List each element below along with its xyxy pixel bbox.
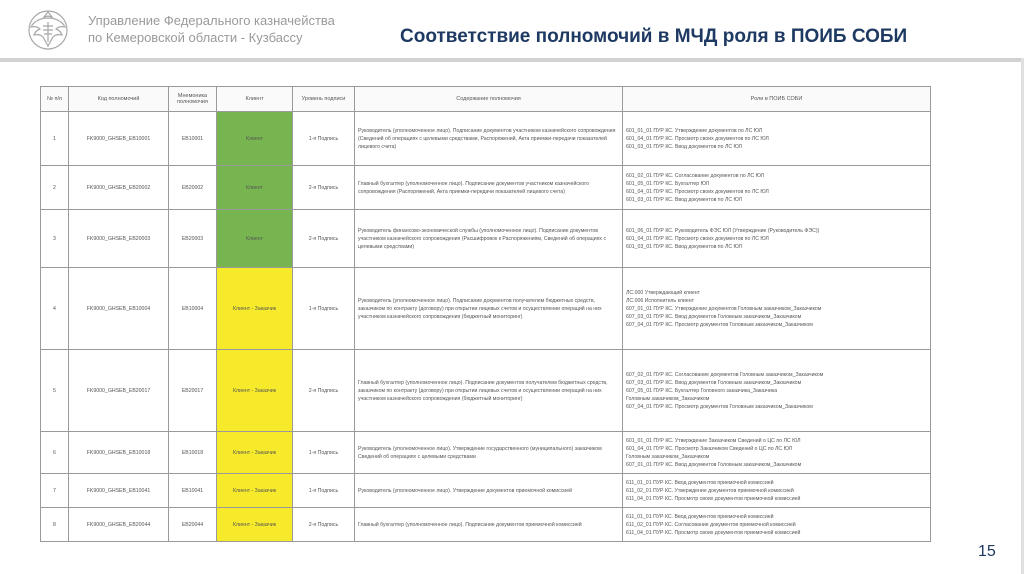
- power-content-cell: Руководитель (уполномоченное лицо). Подписание документов получателем бюджетных средств, заказчиком по контракту (договору) при открытии лицевых счетов и осуществлении операций на них участником казначейского сопровождения (бюджетный мониторинг): [355, 268, 623, 350]
- roles-cell: [623, 432, 931, 474]
- role-item: 607_03_01 ПУР КС. Ввод документов Головным заказчиком_Заказчиком: [626, 313, 802, 320]
- roles-cell: [623, 350, 931, 432]
- role-item: 607_01_01 ПУР КС. Утверждение документов Головным заказчиком_Заказчиком: [626, 305, 822, 312]
- client-cell: Клиент - Заказчик: [217, 474, 293, 508]
- power-code-cell: FK9000_GHSEB_EB10004: [69, 268, 169, 350]
- powers-table: [40, 86, 931, 542]
- mnemonic-cell: EB10018: [169, 432, 217, 474]
- mnemonic-cell: EB10041: [169, 474, 217, 508]
- power-code-cell: FK9000_GHSEB_EB10001: [69, 112, 169, 166]
- role-item: 611_02_01 ПУР КС. Утверждение документов приемочной комиссией: [626, 487, 794, 494]
- signature-level-cell: 1-я Подпись: [293, 432, 355, 474]
- role-item: 601_04_01 ПУР КС. Просмотр своих документов по ЛС ЮЛ: [626, 235, 769, 242]
- table-row: [41, 474, 931, 508]
- role-item: 601_02_01 ПУР КС. Согласование документов по ЛС ЮЛ: [626, 172, 765, 179]
- mnemonic-cell: EB20044: [169, 508, 217, 542]
- mnemonic-cell: EB20003: [169, 210, 217, 268]
- row-number-cell: 4: [41, 268, 69, 350]
- row-number-cell: 1: [41, 112, 69, 166]
- roles-cell: [623, 166, 931, 210]
- role-item: 601_05_01 ПУР КС. Бухгалтер ЮЛ: [626, 180, 710, 187]
- client-cell: Клиент - Заказчик: [217, 508, 293, 542]
- power-content-cell: Руководитель (уполномоченное лицо). Подписание документов участником казначейского сопровождения (Сведений об операциях с целевыми средствами, Распоряжений, Акта приемки-передачи показателей лицевого счета): [355, 112, 623, 166]
- role-item: 607_05_01 ПУР КС. Бухгалтер Головного заказчика_Заказчика: [626, 387, 778, 394]
- mnemonic-cell: EB20002: [169, 166, 217, 210]
- role-item: Головным заказчиком_Заказчиком: [626, 453, 710, 460]
- table-row: [41, 350, 931, 432]
- roles-cell: [623, 268, 931, 350]
- row-number-cell: 5: [41, 350, 69, 432]
- organization-name: [88, 12, 335, 46]
- table-row: [41, 268, 931, 350]
- signature-level-cell: 2-я Подпись: [293, 210, 355, 268]
- power-code-cell: FK9000_GHSEB_EB10018: [69, 432, 169, 474]
- client-cell: Клиент: [217, 112, 293, 166]
- client-cell: Клиент - Заказчик: [217, 268, 293, 350]
- power-content-cell: Главный бухгалтер (уполномоченное лицо). Подписание документов приемочной комиссией: [355, 508, 623, 542]
- role-item: 601_04_01 ПУР КС. Просмотр Заказчиком Сведений о ЦС по ЛС ЮЛ: [626, 445, 793, 452]
- role-item: 601_01_01 ПУР КС. Утверждение Заказчиком Сведений о ЦС по ЛС ЮЛ: [626, 437, 801, 444]
- role-item: ЛС.000 Утверждающий клиент: [626, 289, 700, 296]
- signature-level-cell: 1-я Подпись: [293, 112, 355, 166]
- row-number-cell: 8: [41, 508, 69, 542]
- power-code-cell: FK9000_GHSEB_EB20003: [69, 210, 169, 268]
- power-content-cell: Руководитель финансово-экономической службы (уполномоченное лицо). Подписание документов участником казначейского сопровождения (Расшифровок к Распоряжениям, Сведений об операциях с целевыми средствами): [355, 210, 623, 268]
- column-header: Роли в ПОИБ СОБИ: [623, 87, 931, 112]
- row-number-cell: 6: [41, 432, 69, 474]
- power-content-cell: Руководитель (уполномоченное лицо). Утверждение документов приемочной комиссией: [355, 474, 623, 508]
- signature-level-cell: 1-я Подпись: [293, 474, 355, 508]
- power-code-cell: FK9000_GHSEB_EB20044: [69, 508, 169, 542]
- client-cell: Клиент: [217, 210, 293, 268]
- role-item: 601_03_01 ПУР КС. Ввод документов по ЛС ЮЛ: [626, 143, 742, 150]
- role-item: 601_01_01 ПУР КС. Утверждение документов по ЛС ЮЛ: [626, 127, 763, 134]
- header-divider: [0, 58, 1024, 62]
- powers-table-container: [40, 86, 930, 542]
- signature-level-cell: 2-я Подпись: [293, 166, 355, 210]
- table-row: [41, 432, 931, 474]
- row-number-cell: 7: [41, 474, 69, 508]
- role-item: 601_03_01 ПУР КС. Ввод документов по ЛС ЮЛ: [626, 196, 742, 203]
- table-row: [41, 166, 931, 210]
- org-line-2: по Кемеровской области - Кузбассу: [88, 30, 303, 45]
- power-code-cell: FK9000_GHSEB_EB20017: [69, 350, 169, 432]
- role-item: 611_04_01 ПУР КС. Просмотр своих документов приемочной комиссией: [626, 495, 801, 502]
- role-item: ЛС.006 Исполнитель клиент: [626, 297, 694, 304]
- roles-cell: [623, 112, 931, 166]
- role-item: 601_06_01 ПУР КС. Руководитель ФЭС ЮЛ (Утверждение (Руководитель ФЭС)): [626, 227, 820, 234]
- client-cell: Клиент - Заказчик: [217, 350, 293, 432]
- signature-level-cell: 2-я Подпись: [293, 508, 355, 542]
- mnemonic-cell: EB20017: [169, 350, 217, 432]
- power-content-cell: Главный бухгалтер (уполномоченное лицо). Подписание документов участником казначейского сопровождения (Распоряжений, Акта приемки-передачи показателей лицевого счета): [355, 166, 623, 210]
- role-item: 607_01_01 ПУР КС. Ввод документов Головным заказчиком_Заказчиком: [626, 461, 802, 468]
- client-cell: Клиент: [217, 166, 293, 210]
- roles-cell: [623, 210, 931, 268]
- roles-cell: [623, 508, 931, 542]
- power-content-cell: Руководитель (уполномоченное лицо). Утверждение государственного (муниципального) заказчиком Сведений об операциях с целевыми средствами: [355, 432, 623, 474]
- org-line-1: Управление Федерального казначейства: [88, 13, 335, 28]
- role-item: 611_01_01 ПУР КС. Ввод документов приемочной комиссией: [626, 513, 774, 520]
- column-header: Мнемоника полномочия: [169, 87, 217, 112]
- roles-cell: [623, 474, 931, 508]
- mnemonic-cell: EB10004: [169, 268, 217, 350]
- column-header: Уровень подписи: [293, 87, 355, 112]
- role-item: 611_02_01 ПУР КС. Согласование документов приемочной комиссией: [626, 521, 796, 528]
- role-item: 607_04_01 ПУР КС. Просмотр документов Головным заказчиком_Заказчиком: [626, 321, 813, 328]
- signature-level-cell: 1-я Подпись: [293, 268, 355, 350]
- table-row: [41, 210, 931, 268]
- power-code-cell: FK9000_GHSEB_EB20002: [69, 166, 169, 210]
- column-header: № п/п: [41, 87, 69, 112]
- mnemonic-cell: EB10001: [169, 112, 217, 166]
- table-row: [41, 508, 931, 542]
- role-item: 601_04_01 ПУР КС. Просмотр своих документов по ЛС ЮЛ: [626, 188, 769, 195]
- role-item: 607_02_01 ПУР КС. Согласование документов Головным заказчиком_Заказчиком: [626, 371, 824, 378]
- role-item: 601_03_01 ПУР КС. Ввод документов по ЛС ЮЛ: [626, 243, 742, 250]
- role-item: 611_04_01 ПУР КС. Просмотр своих документов приемочной комиссией: [626, 529, 801, 536]
- power-code-cell: FK9000_GHSEB_EB10041: [69, 474, 169, 508]
- signature-level-cell: 2-я Подпись: [293, 350, 355, 432]
- table-header-row: [41, 87, 931, 112]
- table-row: [41, 112, 931, 166]
- treasury-emblem-icon: [26, 8, 70, 52]
- role-item: 607_03_01 ПУР КС. Ввод документов Головным заказчиком_Заказчиком: [626, 379, 802, 386]
- power-content-cell: Главный бухгалтер (уполномоченное лицо). Подписание документов получателем бюджетных средств, заказчиком по контракту (договору) при открытии лицевых счетов и осуществлении операций на них участником казначейского сопровождения (бюджетный мониторинг): [355, 350, 623, 432]
- client-cell: Клиент - Заказчик: [217, 432, 293, 474]
- role-item: 601_04_01 ПУР КС. Просмотр своих документов по ЛС ЮЛ: [626, 135, 769, 142]
- page-number: 15: [978, 543, 996, 560]
- role-item: Головным заказчиком_Заказчиком: [626, 395, 710, 402]
- role-item: 611_01_01 ПУР КС. Ввод документов приемочной комиссией: [626, 479, 774, 486]
- table-body: [41, 112, 931, 542]
- row-number-cell: 2: [41, 166, 69, 210]
- column-header: Содержание полномочия: [355, 87, 623, 112]
- slide-title: Соответствие полномочий в МЧД роля в ПОИБ СОБИ: [400, 26, 908, 47]
- row-number-cell: 3: [41, 210, 69, 268]
- column-header: Код полномочий: [69, 87, 169, 112]
- role-item: 607_04_01 ПУР КС. Просмотр документов Головным заказчиком_Заказчиком: [626, 403, 813, 410]
- column-header: Клиент: [217, 87, 293, 112]
